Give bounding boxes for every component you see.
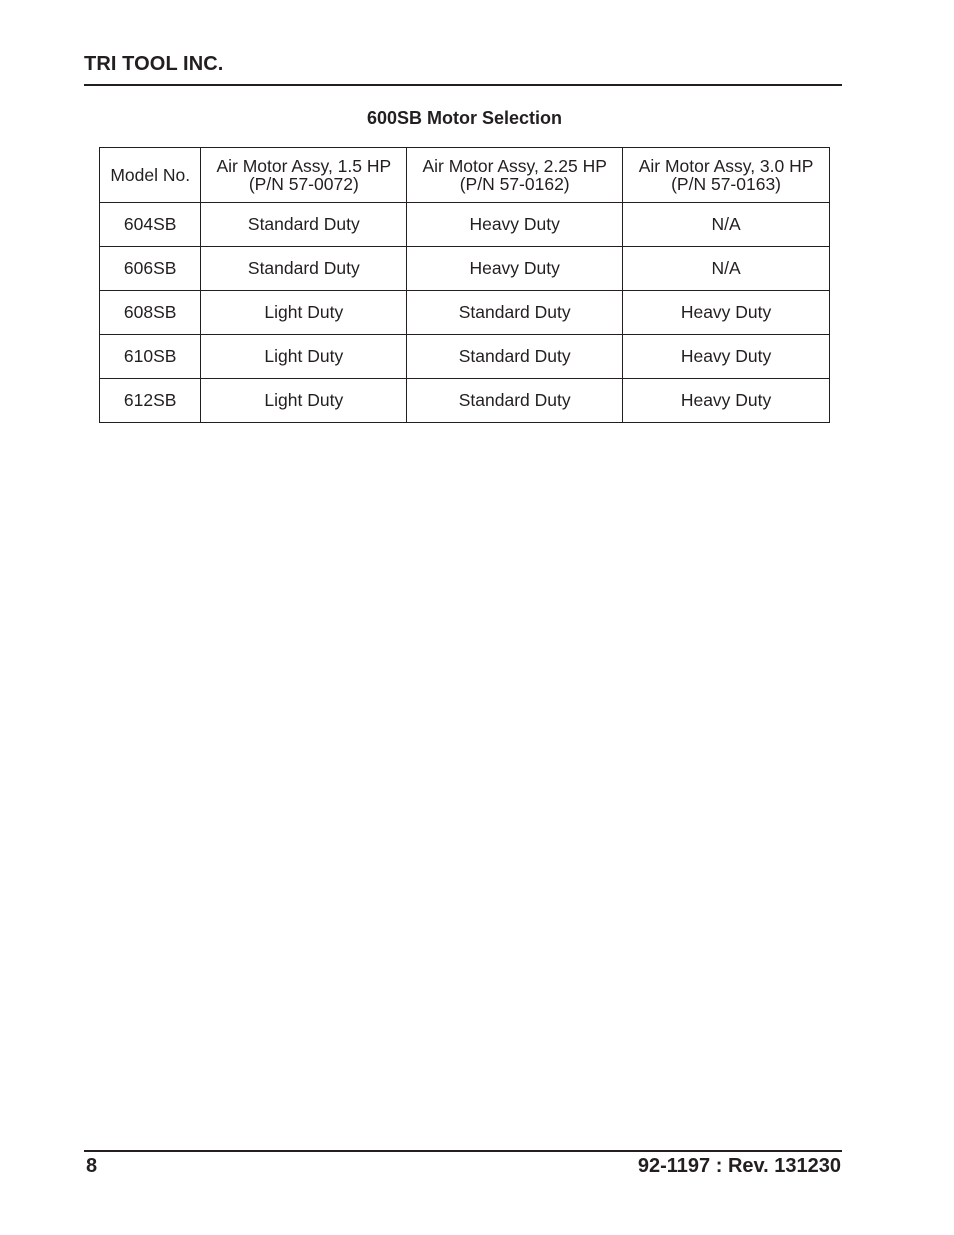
model-cell: 606SB bbox=[100, 247, 201, 291]
duty-cell: Light Duty bbox=[201, 291, 407, 335]
duty-cell: Standard Duty bbox=[201, 247, 407, 291]
footer-divider bbox=[84, 1150, 842, 1152]
column-header-motor-1-5hp: Air Motor Assy, 1.5 HP (P/N 57-0072) bbox=[201, 148, 407, 203]
header-divider bbox=[84, 84, 842, 86]
duty-cell: Heavy Duty bbox=[407, 203, 623, 247]
model-cell: 608SB bbox=[100, 291, 201, 335]
duty-cell: Standard Duty bbox=[407, 379, 623, 423]
model-cell: 612SB bbox=[100, 379, 201, 423]
duty-cell: Heavy Duty bbox=[623, 335, 830, 379]
duty-cell: Standard Duty bbox=[407, 291, 623, 335]
duty-cell: Standard Duty bbox=[407, 335, 623, 379]
model-cell: 610SB bbox=[100, 335, 201, 379]
document-revision: 92-1197 : Rev. 131230 bbox=[637, 1155, 841, 1177]
duty-cell: Heavy Duty bbox=[407, 247, 623, 291]
company-name: TRI TOOL INC. bbox=[84, 53, 224, 75]
column-header-motor-2-25hp: Air Motor Assy, 2.25 HP (P/N 57-0162) bbox=[407, 148, 623, 203]
table-row bbox=[100, 203, 830, 247]
column-header-motor-3-0hp: Air Motor Assy, 3.0 HP (P/N 57-0163) bbox=[623, 148, 830, 203]
table-row bbox=[100, 247, 830, 291]
duty-cell: Standard Duty bbox=[201, 203, 407, 247]
page-number: 8 bbox=[86, 1155, 98, 1177]
table-title: 600SB Motor Selection bbox=[366, 108, 563, 128]
duty-cell: N/A bbox=[623, 247, 830, 291]
table-row bbox=[100, 291, 830, 335]
duty-cell: Light Duty bbox=[201, 335, 407, 379]
duty-cell: N/A bbox=[623, 203, 830, 247]
duty-cell: Heavy Duty bbox=[623, 291, 830, 335]
table-header-row bbox=[100, 148, 830, 203]
column-header-model: Model No. bbox=[100, 148, 201, 203]
table-row bbox=[100, 379, 830, 423]
motor-selection-table bbox=[99, 147, 830, 423]
duty-cell: Heavy Duty bbox=[623, 379, 830, 423]
duty-cell: Light Duty bbox=[201, 379, 407, 423]
model-cell: 604SB bbox=[100, 203, 201, 247]
table-row bbox=[100, 335, 830, 379]
